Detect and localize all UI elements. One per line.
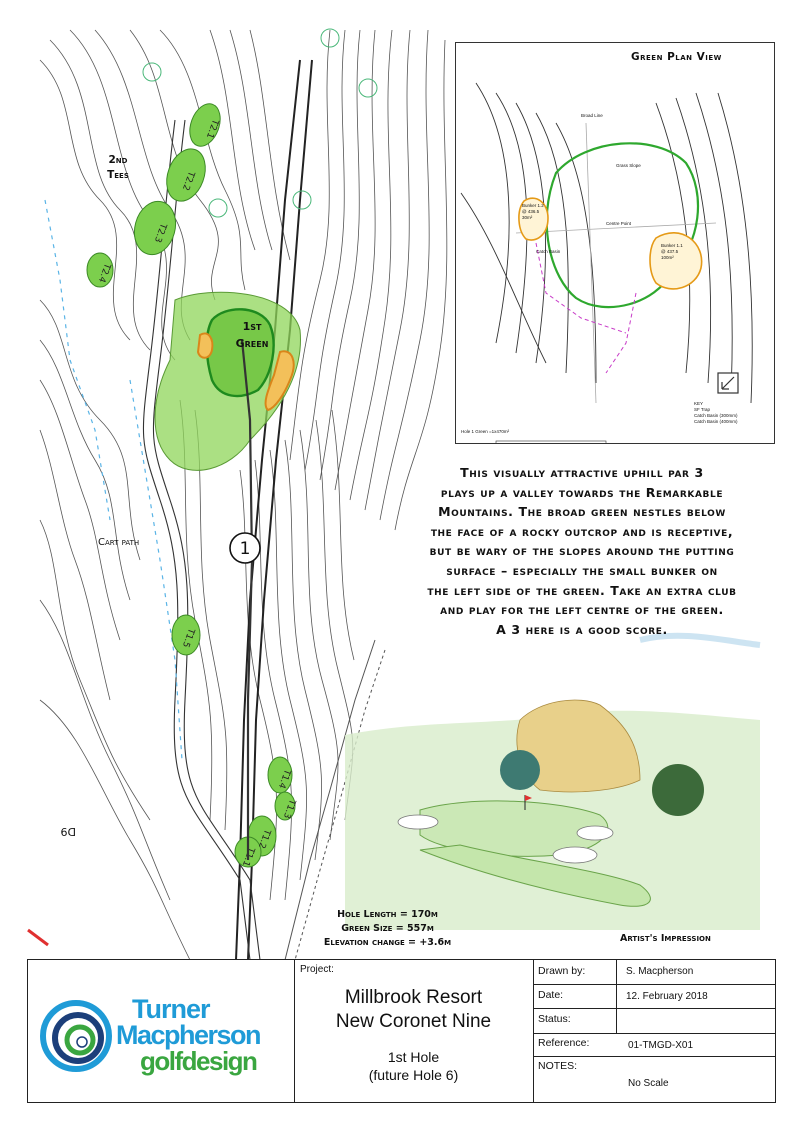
date-value: 12. February 2018: [626, 991, 708, 1002]
second-tees-label: 2nd: [108, 154, 128, 166]
tee-label: T1.1: [239, 845, 256, 868]
description-line: A 3 here is a good score.: [496, 621, 668, 637]
hole-stats: [300, 908, 475, 950]
inset-bunker-right-label: Bunker 1.1 @ 437.5 100m²: [661, 243, 683, 260]
hole-number-marker: [230, 533, 260, 563]
project-label: Project:: [300, 964, 334, 975]
status-label: Status:: [538, 1013, 571, 1025]
description-line: the left side of the green. Take an extra club: [427, 582, 737, 598]
reference-value: 01-TMGD-X01: [628, 1040, 694, 1051]
d9-label: D9: [60, 825, 76, 838]
elevation-change: Elevation change = +3.6m: [323, 937, 452, 948]
description-line: surface – especially the small bunker on: [446, 562, 718, 578]
divider: [533, 960, 534, 1102]
date-label: Date:: [538, 989, 564, 1001]
first-green-outline: [207, 309, 274, 396]
logo-text-turner: Turner: [132, 994, 210, 1024]
inset-legend: KEY SF Trap Catch Basin (300mm) Catch Basin (400mm): [694, 401, 738, 424]
inset-scale-bar: [496, 441, 606, 443]
hole-number: 1: [239, 539, 251, 559]
notes-value: No Scale: [628, 1078, 669, 1089]
description-line: plays up a valley towards the Remarkable: [440, 484, 724, 500]
green-plan-svg: [456, 43, 774, 443]
first-green-label: 1st: [242, 320, 262, 333]
green-plan-view-inset: [455, 42, 775, 444]
logo-text-golfdesign: golfdesign: [140, 1046, 257, 1076]
hole-length: Hole Length = 170m: [337, 909, 438, 920]
description-line: but be wary of the slopes around the putting: [429, 543, 735, 559]
inset-small-label: Broad Line: [581, 113, 603, 118]
hole-name: 1st Hole (future Hole 6): [368, 1049, 459, 1083]
inset-contours: [461, 83, 752, 403]
cart-path-label: Cart path: [98, 537, 140, 548]
drawn-by-label: Drawn by:: [538, 965, 586, 977]
inset-small-label: Catch Basin: [536, 249, 561, 254]
description-line: the face of a rocky outcrop and is receptive,: [430, 523, 734, 539]
tee-label: T1.5: [179, 626, 196, 649]
tee-label: T1.2: [255, 827, 272, 850]
tee-label: T2.2: [179, 169, 196, 192]
tee-boxes: [87, 100, 295, 867]
notes-label: NOTES:: [538, 1060, 578, 1072]
divider: [533, 984, 775, 985]
inset-small-label: Centre Point: [606, 221, 632, 226]
artist-impression-sketch: [345, 636, 760, 930]
green-size: Green Size = 557m: [341, 923, 434, 934]
first-green-label: Green: [235, 337, 269, 350]
red-marker: [28, 930, 48, 945]
inset-small-label: Grass Slope: [616, 163, 641, 168]
artist-impression-caption: Artist's Impression: [620, 933, 711, 944]
inset-title: Green Plan View: [631, 51, 722, 63]
tee-label: T2.4: [95, 261, 112, 284]
description-line: Mountains. The broad green nestles below: [438, 504, 726, 520]
north-arrow: [718, 373, 738, 393]
divider: [533, 1033, 775, 1034]
company-logo-swirl-icon: [36, 996, 116, 1076]
divider: [533, 1008, 775, 1009]
tee-label: T2.3: [151, 221, 168, 244]
drawn-by-value: S. Macpherson: [626, 966, 694, 977]
inset-bunker-left-label: Bunker 1.2 @ 436.5 30m²: [522, 203, 544, 220]
divider: [533, 1056, 775, 1057]
logo-text-macpherson: Macpherson: [116, 1020, 261, 1050]
hole-description: [372, 463, 792, 639]
tee-labels: [96, 117, 298, 868]
second-tees-label: Tees: [107, 169, 129, 181]
title-block: [27, 959, 776, 1103]
description-line: This visually attractive uphill par 3: [460, 465, 704, 480]
tee-label: T1.3: [280, 797, 297, 820]
inset-drainage: [536, 243, 636, 373]
divider: [616, 960, 617, 1034]
tee-label: T2.1: [203, 117, 220, 140]
reference-label: Reference:: [538, 1037, 590, 1049]
project-name: Millbrook Resort New Coronet Nine: [335, 987, 492, 1032]
tee-label: T1.4: [275, 767, 292, 790]
inset-scale-caption: Hole 1 Green =1x470m²: [461, 429, 510, 434]
description-line: and play for the left centre of the green.: [440, 602, 724, 618]
